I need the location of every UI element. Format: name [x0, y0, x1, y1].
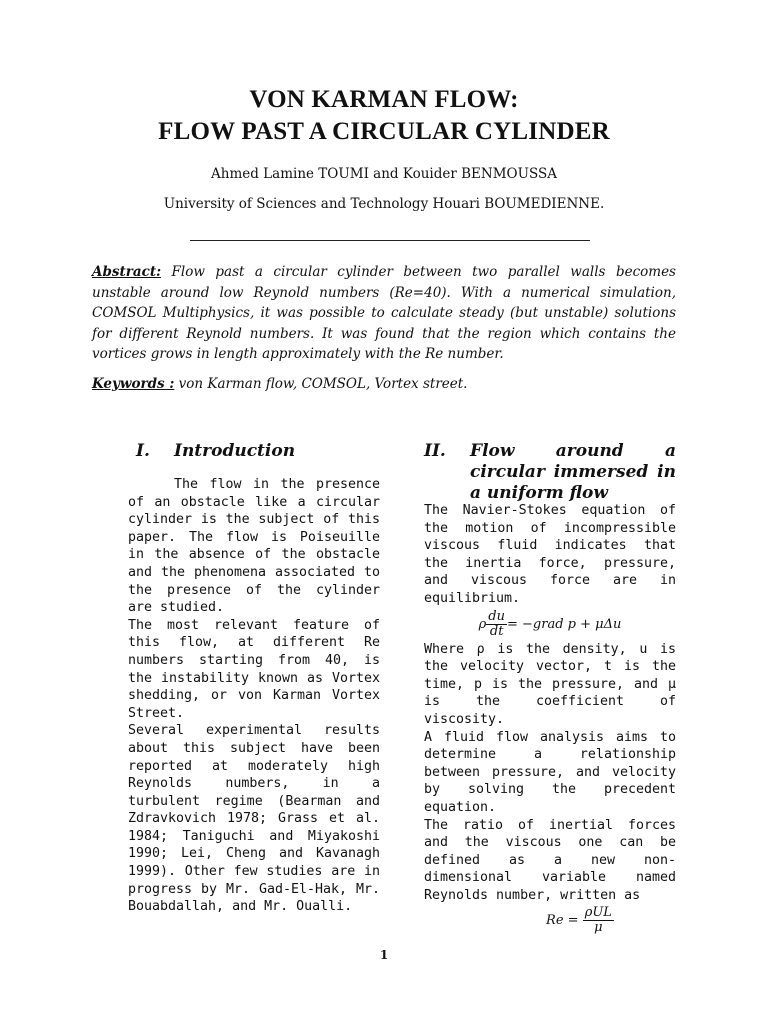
eq1-denominator: dt [489, 623, 504, 639]
section2-body [424, 502, 676, 935]
section1-paragraph-1: The flow in the presence of an obstacle like a circular cylinder is the subject of this paper. The flow is Poiseuille in the absence of the obstacle and the phenomena associated to the presence of the cylinder are studied. [128, 477, 380, 616]
eq2-denominator: μ [594, 920, 603, 936]
section2-paragraph-4: The ratio of inertial forces and the viscous one can be defined as a new non-dimensional variable named Reynolds number, written as [424, 817, 676, 903]
divider-rule [190, 240, 590, 241]
keywords-text: von Karman flow, COMSOL, Vortex street. [174, 376, 468, 392]
paper-title [0, 84, 768, 148]
section1-paragraph-2: The most relevant feature of this flow, at different Re numbers starting from 40, is the instability known as Vortex shedding, or von Karman Vortex Street. [128, 617, 380, 721]
section2-number: II. [424, 441, 446, 461]
eq1-numerator: du [488, 608, 505, 624]
abstract-text: Flow past a circular cylinder between two parallel walls becomes unstable around low Reynold numbers (Re=40). With a numerical simulation, COMSOL Multiphysics, it was possible to calculate steady (but unstable) solutions for different Reynold numbers. It was found that the region which contains the vortices grows in length approximately with the Re number. [92, 264, 676, 362]
navier-stokes-equation [424, 610, 676, 639]
section2-paragraph-3: A fluid flow analysis aims to determine a relationship between pressure, and velocity by solving the precedent equation. [424, 729, 676, 815]
section2-title-line-2: circular immersed in [470, 462, 676, 482]
keywords [92, 376, 676, 392]
section1-body [128, 476, 380, 916]
section1-number: I. [136, 441, 150, 461]
abstract-label: Abstract: [92, 264, 162, 280]
authors: Ahmed Lamine TOUMI and Kouider BENMOUSSA [211, 166, 557, 182]
keywords-label: Keywords : [92, 376, 175, 392]
section1-paragraph-3: Several experimental results about this subject have been reported at moderately high Reynolds numbers, in a turbulent regime (Bearman and Zdravkovich 1978; Grass et al. 1984; Taniguchi and Miyakoshi 1990; Lei, Cheng and Kavanagh 1999). Other few studies are in progress by Mr. Gad-El-Hak, Mr. Bouabdallah, and Mr. Oualli. [128, 723, 380, 915]
section2-heading [424, 441, 676, 504]
eq1-rhs: = −grad p + μΔu [507, 616, 622, 632]
section2-paragraph-1: The Navier-Stokes equation of the motion of incompressible viscous fluid indicates that the inertia force, pressure, and viscous force are in equilibrium. [424, 503, 676, 606]
eq2-numerator: ρUL [584, 905, 612, 921]
title-line-1: VON KARMAN FLOW: [249, 86, 519, 113]
eq1-lhs: ρ [478, 616, 487, 632]
section2-title-line-3: a uniform flow [470, 483, 608, 503]
section1-heading [136, 441, 295, 461]
page-number: 1 [379, 948, 389, 962]
section2-paragraph-2: Where ρ is the density, u is the velocity vector, t is the time, p is the pressure, and μ is the coefficient of viscosity. [424, 641, 676, 727]
reynolds-equation [424, 906, 676, 935]
abstract [92, 262, 676, 365]
title-line-2: FLOW PAST A CIRCULAR CYLINDER [158, 118, 610, 145]
section2-title-line-1: Flow around a [470, 441, 676, 461]
section1-title: Introduction [174, 441, 296, 461]
affiliation: University of Sciences and Technology Houari BOUMEDIENNE. [163, 196, 605, 212]
eq2-lhs: Re = [546, 913, 579, 929]
